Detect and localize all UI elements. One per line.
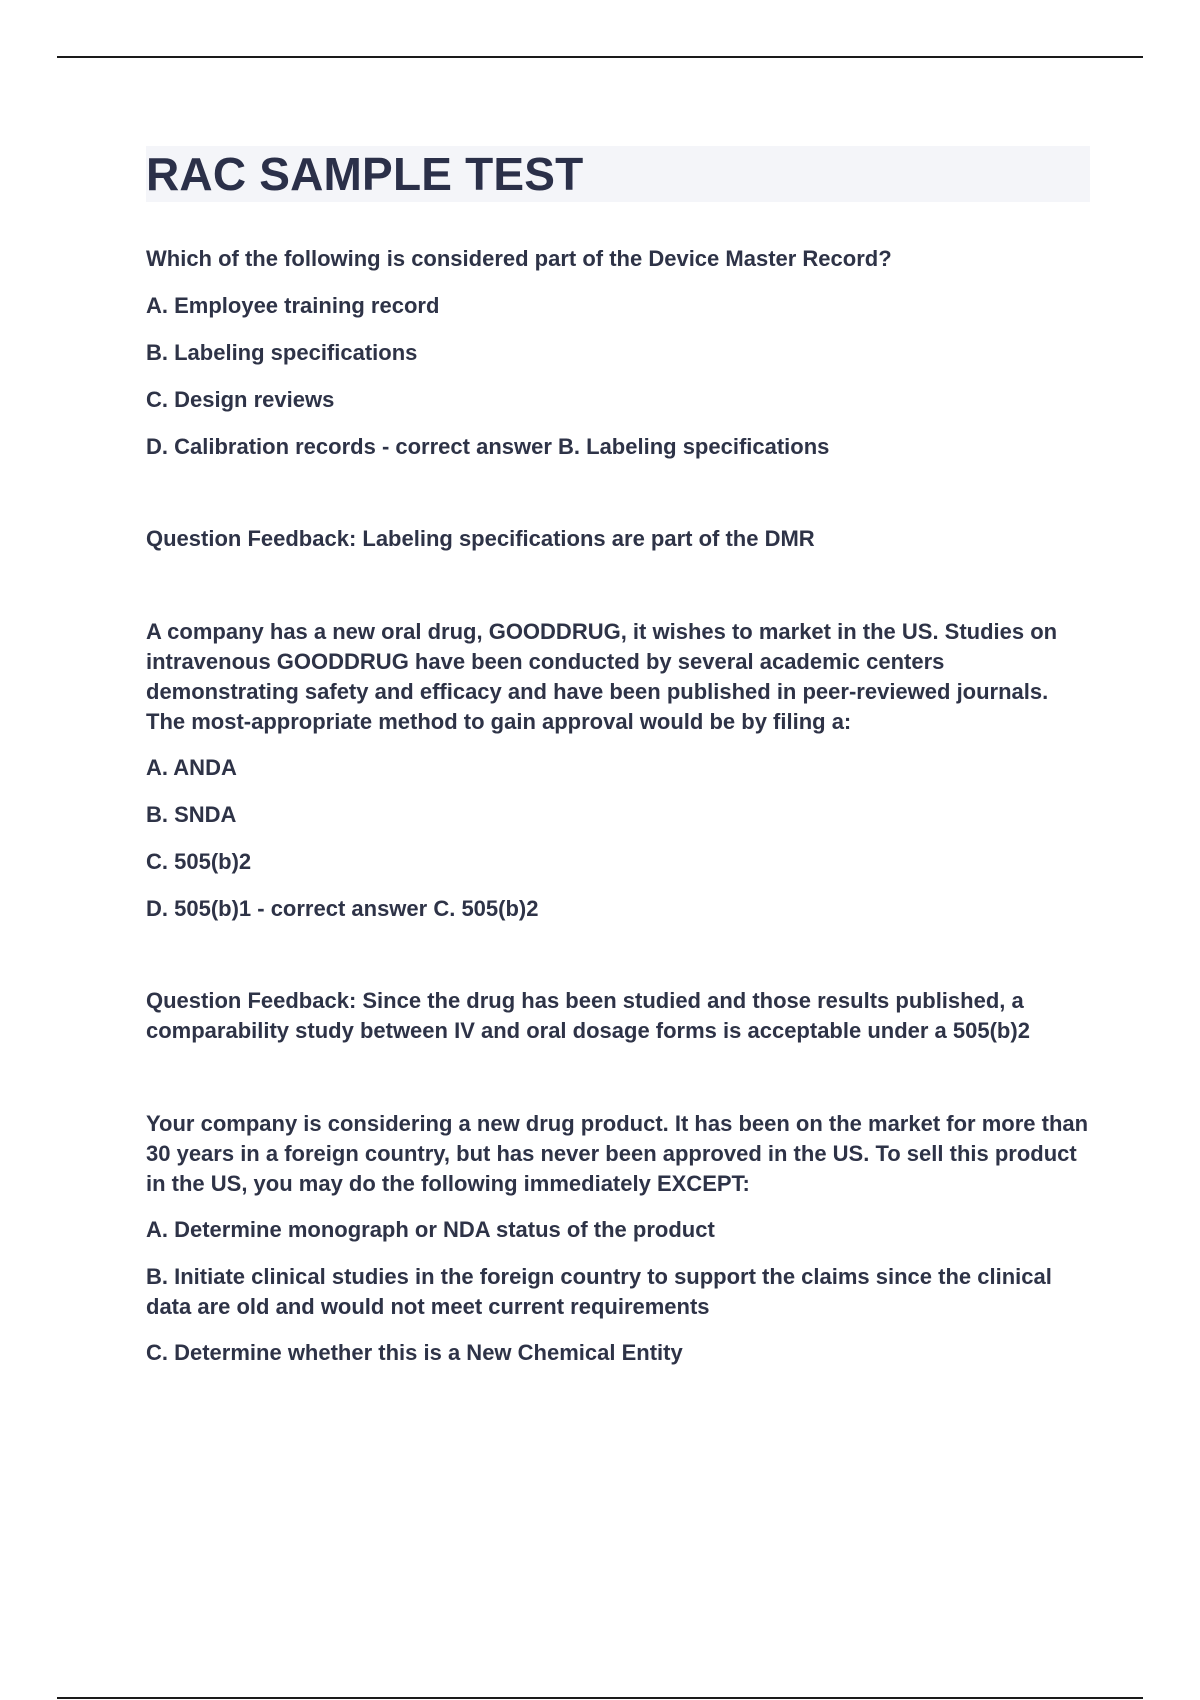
question-1-text: Which of the following is considered part of the Device Master Record? bbox=[146, 246, 892, 271]
document-body bbox=[146, 146, 1090, 1368]
question-1-option-a: A. Employee training record bbox=[146, 293, 440, 318]
title-band bbox=[146, 146, 1090, 202]
question-3-option-b: B. Initiate clinical studies in the foreign country to support the claims since the clinical data are old and would not meet current requirements bbox=[146, 1264, 1052, 1319]
bottom-rule bbox=[57, 1697, 1143, 1699]
question-3-text: Your company is considering a new drug product. It has been on the market for more than 30 years in a foreign country, but has never been approved in the US. To sell this product in the US, you may do the following immediately EXCEPT: bbox=[146, 1111, 1089, 1196]
question-2-option-d: D. 505(b)1 - correct answer C. 505(b)2 bbox=[146, 896, 539, 921]
question-3-option-a: A. Determine monograph or NDA status of the product bbox=[146, 1217, 715, 1242]
question-1-option-c: C. Design reviews bbox=[146, 387, 335, 412]
question-2-option-b: B. SNDA bbox=[146, 802, 237, 827]
question-1-option-d: D. Calibration records - correct answer B. Labeling specifications bbox=[146, 434, 830, 459]
page-title: RAC SAMPLE TEST bbox=[146, 148, 584, 200]
question-1-option-b: B. Labeling specifications bbox=[146, 340, 418, 365]
question-2-feedback: Question Feedback: Since the drug has been studied and those results published, a comparability study between IV and oral dosage forms is acceptable under a 505(b)2 bbox=[146, 988, 1030, 1043]
question-1 bbox=[146, 244, 1090, 554]
question-3 bbox=[146, 1109, 1090, 1368]
question-1-feedback: Question Feedback: Labeling specifications are part of the DMR bbox=[146, 526, 815, 551]
question-2 bbox=[146, 617, 1090, 1046]
top-rule bbox=[57, 56, 1143, 58]
question-3-option-c: C. Determine whether this is a New Chemical Entity bbox=[146, 1340, 683, 1365]
question-2-option-a: A. ANDA bbox=[146, 755, 237, 780]
question-2-text: A company has a new oral drug, GOODDRUG, it wishes to market in the US. Studies on intravenous GOODDRUG have been conducted by several academic centers demonstrating safety and efficacy and have been published in peer-reviewed journals. The most-appropriate method to gain approval would be by filing a: bbox=[146, 619, 1058, 734]
question-2-option-c: C. 505(b)2 bbox=[146, 849, 252, 874]
